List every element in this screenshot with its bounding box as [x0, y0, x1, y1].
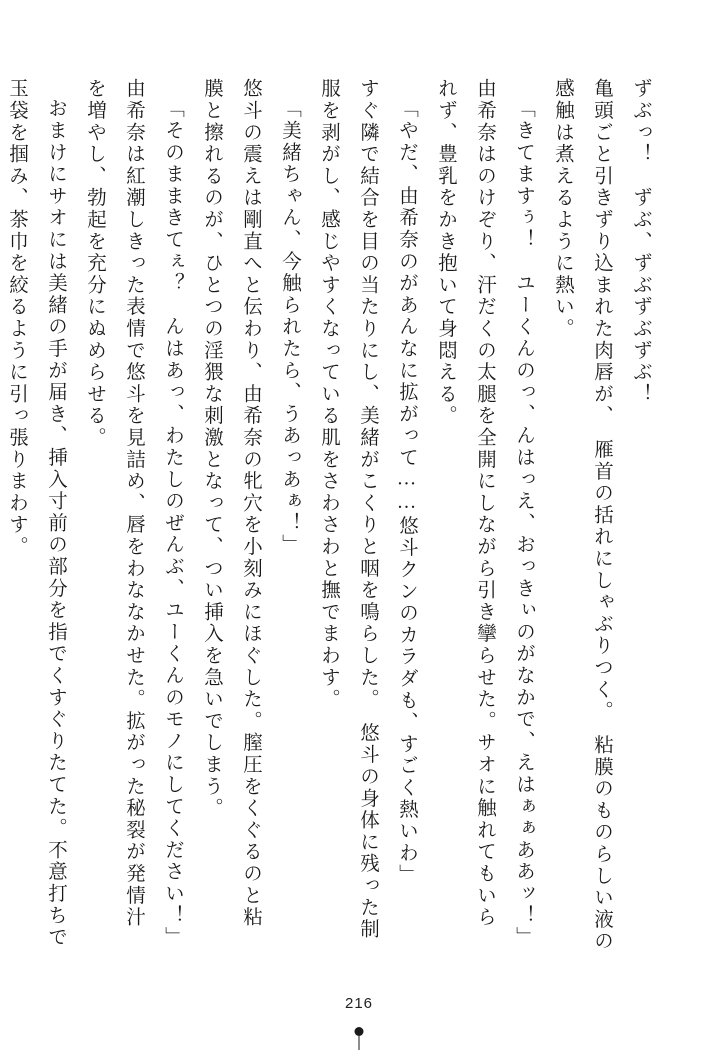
text-line: 「美緒ちゃん、今触られたら、うあっあぁ！」: [279, 98, 300, 556]
text-line: 「きてますぅ！ ユーくんのっ、んはっえ、おっきぃのがなかで、えはぁぁああッ！」: [513, 98, 534, 949]
text-line: 玉袋を掴み、茶巾を絞るように引っ張りまわす。: [6, 78, 27, 558]
text-line: 由希奈は紅潮しきった表情で悠斗を見詰め、唇をわななかせた。拡がった秘裂が発情汁: [123, 78, 144, 929]
text-line: を増やし、勃起を充分にぬめらせる。: [84, 78, 105, 449]
text-line: 「やだ、由希奈のがあんなに拡がって……悠斗クンのカラダも、すごく熱いわ」: [396, 98, 417, 886]
text-line: 由希奈はのけぞり、汗だくの太腿を全開にしながら引き攣らせた。サオに触れてもいら: [474, 78, 495, 929]
page-body-text: [6, 78, 660, 958]
text-line: 亀頭ごと引きずり込まれた肉唇が、 雁首の括れにしゃぶりつく。 粘膜のものらしい液の: [591, 78, 612, 953]
text-line: 悠斗の震えは剛直へと伝わり、由希奈の牝穴を小刻みにほぐした。膣圧をくぐるのと粘: [240, 78, 261, 929]
text-line: 膜と擦れるのが、ひとつの淫猥な刺激となって、つい挿入を急いでしまう。: [201, 78, 222, 820]
text-line: れず、豊乳をかき抱いて身悶える。: [435, 78, 456, 427]
page-marker-stem: [359, 1036, 360, 1050]
text-line: 感触は煮えるように熱い。: [552, 78, 573, 340]
text-line: すぐ隣で結合を目の当たりにし、美緒がこくりと咽を鳴らした。 悠斗の身体に残った制: [357, 78, 378, 941]
text-line: ずぶっ！ ずぶ、ずぶずぶずぶ！: [630, 78, 651, 405]
text-line: おまけにサオには美緒の手が届き、挿入寸前の部分を指でくすぐりたてた。不意打ちで: [45, 98, 66, 949]
text-line: 「そのままきてぇ？ んはあっ、わたしのぜんぶ、ユーくんのモノにしてください！」: [162, 98, 183, 949]
page-number: 216: [344, 995, 374, 1012]
text-line: 服を剥がし、感じやすくなっている肌をさわさわと撫でまわす。: [318, 78, 339, 711]
page-marker-dot: [355, 1027, 364, 1036]
